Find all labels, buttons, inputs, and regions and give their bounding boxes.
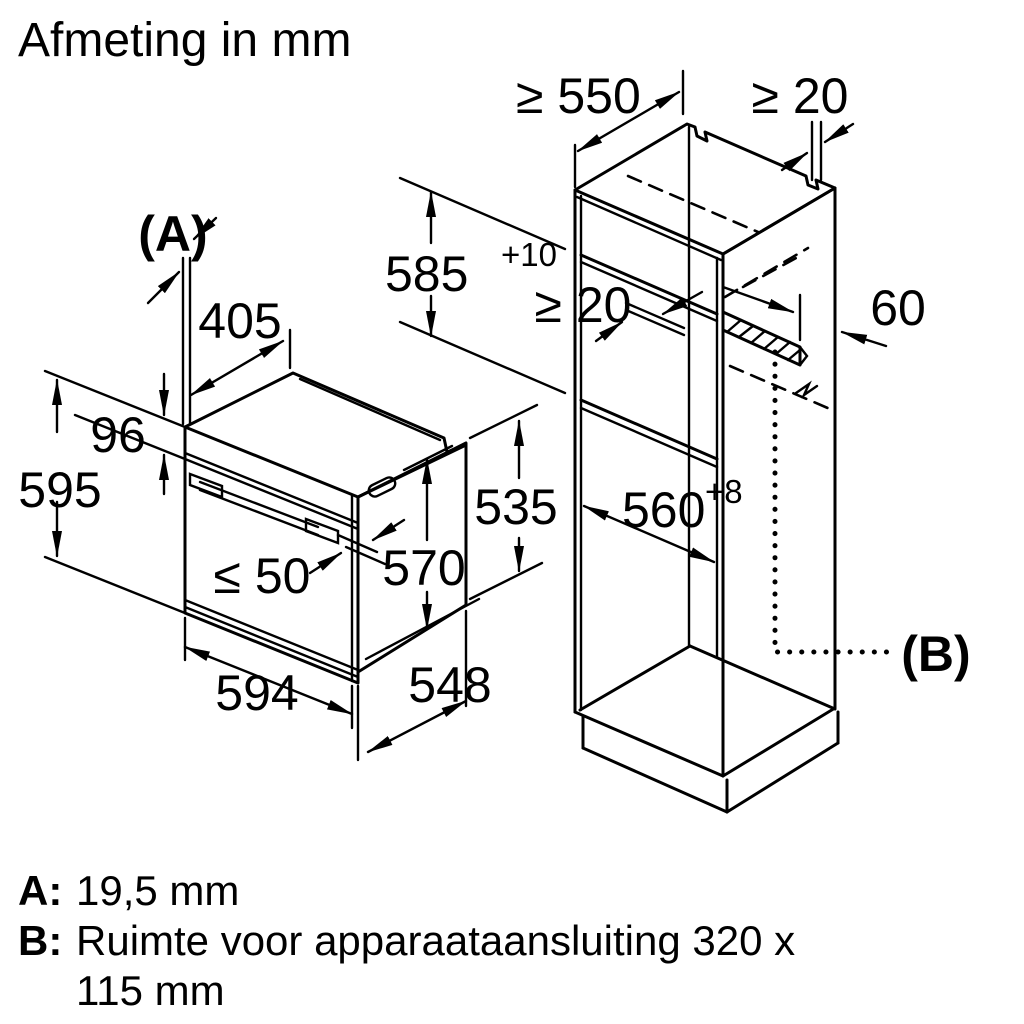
notes [18, 867, 795, 1014]
dim-label-594: 594 [215, 665, 299, 721]
dim-label-a: (A) [138, 206, 208, 262]
cabinet-plinth [583, 712, 838, 812]
dim-label-548: 548 [408, 657, 492, 713]
dotted-leader-b [775, 352, 890, 652]
dim-label-585-tolerance: +10 [501, 236, 557, 273]
oven-drawing [18, 206, 557, 760]
dim-label-b: (B) [901, 626, 971, 682]
oven-top-face [185, 373, 466, 497]
dim-label-min20-top: ≥ 20 [751, 68, 849, 124]
dim-label-560: 560 [622, 482, 706, 538]
dim-label-min550: ≥ 550 [516, 68, 641, 124]
dim-label-max50: ≤ 50 [213, 548, 311, 604]
note-b-text-line2: 115 mm [76, 967, 225, 1014]
note-b-text-line1: Ruimte voor apparaataansluiting 320 x [76, 917, 796, 964]
page-title: Afmeting in mm [18, 14, 352, 67]
dim-label-min20-back: ≥ 20 [534, 277, 632, 333]
cabinet-top-face [575, 124, 835, 254]
connection-area-hatch [723, 312, 807, 365]
dim-label-96: 96 [90, 407, 146, 463]
dim-label-560-tolerance: +8 [705, 473, 743, 510]
dim-label-60: 60 [870, 280, 926, 336]
dim-label-535: 535 [474, 479, 558, 535]
note-a-text: 19,5 mm [76, 867, 240, 914]
dim-label-570: 570 [382, 540, 466, 596]
dim-label-585: 585 [385, 246, 469, 302]
niche-shelf [581, 400, 717, 459]
dim-label-405: 405 [198, 293, 282, 349]
dim-label-595: 595 [18, 462, 102, 518]
note-b-label: B: [18, 917, 63, 964]
note-a-label: A: [18, 867, 63, 914]
